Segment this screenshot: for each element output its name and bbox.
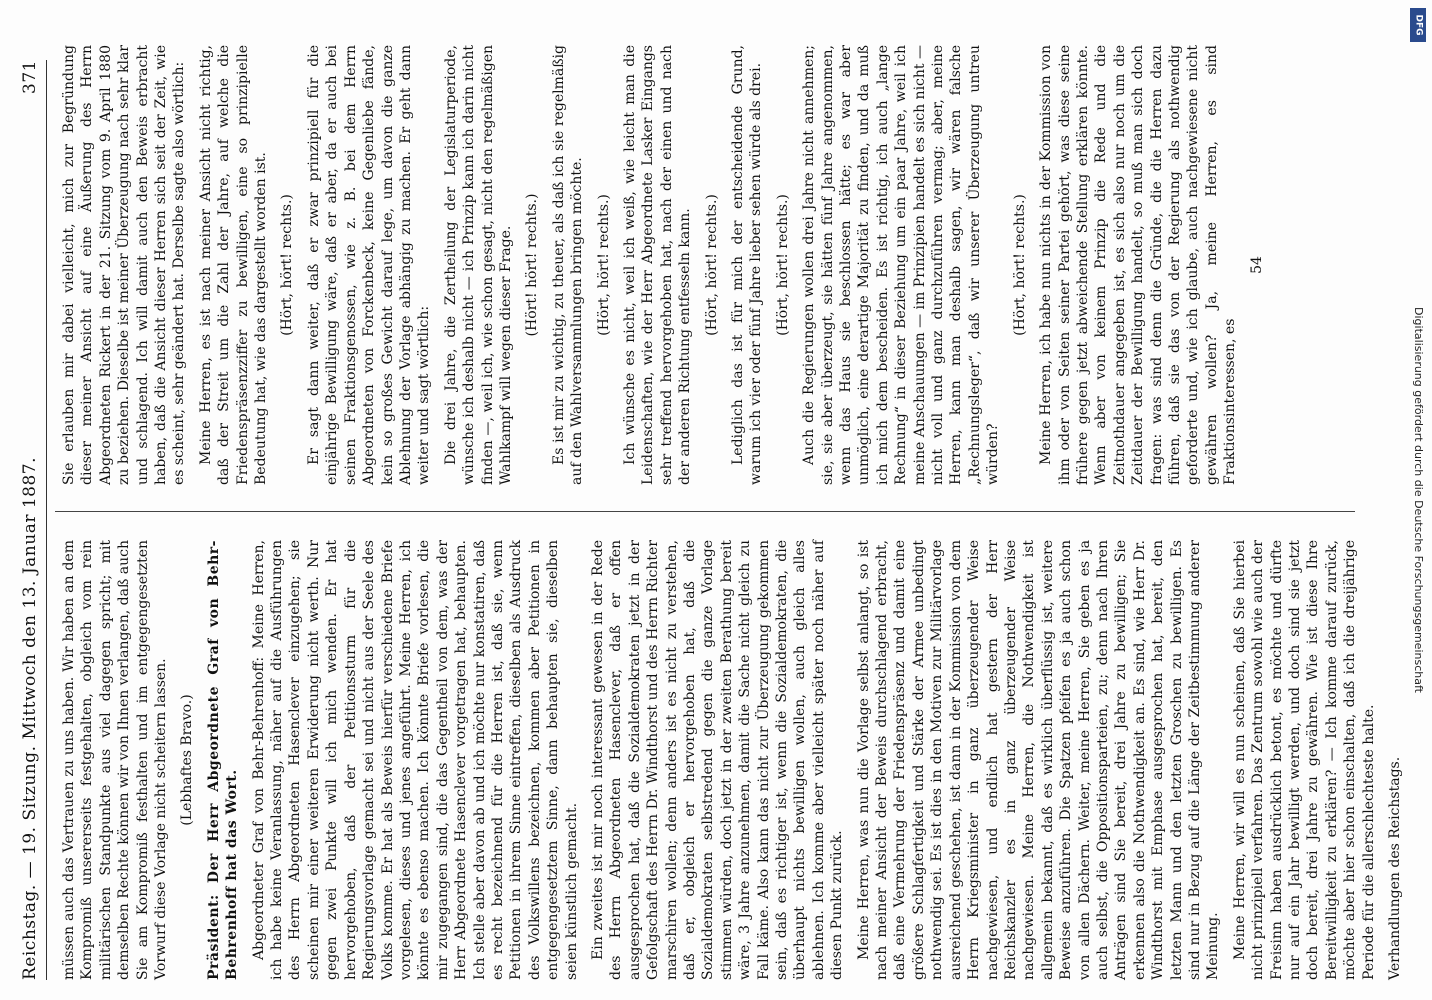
paragraph: Sie erlauben mir dabei vielleicht, mich zur Begründung dieser meiner Ansicht auf eine Äußerung des Herrn Abgeordneten Rickert in der 21. Sitzung vom 9. April 1880 zu beziehen. Dieselbe ist meiner Überzeugung nach sehr klar und schlagend. Ich will damit auch den Beweis erbracht haben, daß die Ansicht dieser Herren sich seit der Zeit, wie es scheint, sehr geändert hat. Derselbe sagte also wörtlich:: [61, 45, 188, 485]
paragraph: Meine Herren, was nun die Vorlage selbst anlangt, so ist nach meiner Ansicht der Beweis durchschlagend erbracht, daß eine Vermehrung der Friedenspräsenz und damit eine größere Schlagfertigkeit und Stärke der Armee unbedingt nothwendig sei. Es ist dies in den Motiven zur Militärvorlage ausreichend geschehen, ist dann in der Kommission von dem Herrn Kriegsminister in ganz überzeugender Weise nachgewiesen, und endlich hat gestern der Herr Reichskanzler es in ganz überzeugender Weise nachgewiesen. Meine Herren, die Nothwendigkeit ist allgemein bekannt, daß es wirklich überflüssig ist, weitere Beweise anzuführen. Die Spatzen pfeifen es ja auch schon von allen Dächern. Weiter, meine Herren, Sie geben es ja auch selbst, die Oppositionsparteien, zu; denn nach Ihren Anträgen sind Sie bereit, drei Jahre zu bewilligen; Sie erkennen also die Nothwendigkeit an. Es sind, wie Herr Dr. Windthorst mit Emphase ausgesprochen hat, bereit, den letzten Mann und den letzten Groschen zu bewilligen. Es sind nur in Bezug auf die Länge der Zeitbestimmung anderer Meinung.: [855, 540, 1222, 980]
reaction-note: (Lebhaftes Bravo.): [179, 694, 196, 826]
paragraph: Abgeordneter Graf von Behr-Behrenhoff: Meine Herren, ich habe keine Veranlassung, näher auf die Ausführungen des Herrn Abgeordneten Hasenclever einzugehen; sie scheinen mir einer weiteren Erwiderung nicht werth. Nur gegen zwei Punkte will ich mich wenden. Er hat hervorgehoben, daß der Petitionssturm für die Regierungsvorlage gemacht sei und nicht aus der Seele des Volks komme. Er hat als Beweis hierfür verschiedene Briefe vorgelesen, dieses und jenes angeführt. Meine Herren, ich könnte es ebenso machen. Ich könnte Briefe vorlesen, die mir zugegangen sind, die das Gegentheil von dem, was der Herr Abgeordnete Hasenclever vorgetragen hat, behaupten. Ich stelle aber davon ab und ich möchte nur konstatiren, daß es recht bezeichnend für die Herren ist, daß sie, wenn Petitionen in ihrem Sinne eintreffen, dieselben als Ausdruck des Volkswillens bezeichnen, kommen aber Petitionen in entgegengesetztem Sinne, dann behaupten sie, dieselben seien künstlich gemacht.: [250, 540, 580, 980]
right-column: [60, 45, 1360, 485]
rotated-page-content: [20, 40, 1404, 1000]
reaction-note: (Hört, hört! rechts.): [703, 194, 720, 336]
header-rule: [46, 60, 47, 980]
paragraph: müssen auch das Vertrauen zu uns haben. Wir haben an dem Kompromiß unsererseits festgehalten, obgleich vom rein militärischen Standpunkte aus viel dagegen spricht; mit demselben Rechte können wir von Ihnen verlangen, daß auch Sie am Kompromiß festhalten und im entgegengesetzten Vorwurf diese Vorlage nicht scheitern lassen.: [61, 540, 170, 980]
dfg-credit: Digitalisierung gefördert durch die Deutsche Forschungsgemeinschaft: [1412, 307, 1425, 693]
paragraph: Meine Herren, ich habe nun nichts in der Kommission von ihm oder von Seiten seiner Partei gehört, was diese seine frühere gegen jetzt abweichende Stellung erklären könnte. Wenn aber von keinem Prinzip die Rede und die Zeitnothdauer angegeben ist, es sich also nur noch um die Zeitdauer der Bewilligung handelt, so muß man sich doch fragen: was sind denn die Gründe, die die Herren dazu führen, daß sie das von der Regierung als nothwendig geforderte und, wie ich glaube, auch nachgewiesene nicht gewähren wollen? Ja, meine Herren, es sind Fraktionsinteressen, es: [1038, 45, 1239, 485]
running-header: [20, 60, 46, 980]
reaction-note: (Hört! hört! rechts.): [524, 193, 541, 337]
quote-paragraph: Meine Herren, es ist nach meiner Ansicht nicht richtig, daß der Streit um die Zahl der Jahre, auf welche die Friedenspräsenzziffer zu bewilligen, eine so prinzipielle Bedeutung hat, wie das dargestellt worden ist.: [197, 45, 270, 485]
paragraph: Ein zweites ist mir noch interessant gewesen in der Rede des Herrn Abgeordneten Hasenclever, daß er offen ausgesprochen hat, daß die Sozialdemokraten jetzt in der Gefolgschaft des Herrn Dr. Windthorst und des Herrn Richter marschiren wollen; denn anders ist es nicht zu verstehen, daß er, obgleich er hervorgehoben hat, daß die Sozialdemokraten selbstredend gegen die ganze Vorlage stimmen würden, doch jetzt in der zweiten Berathung bereit wäre, 3 Jahre anzunehmen, damit die Sache nicht gleich zu Fall käme. Also kann das nicht zur Überzeugung gekommen sein, daß es richtiger ist, wenn die Sozialdemokraten, die überhaupt nichts bewilligen wollen, auch gleich alles ablehnen. Ich komme aber vielleicht später noch näher auf diesen Punkt zurück.: [589, 540, 846, 980]
quote-paragraph: Die drei Jahre, die Zertheilung der Legislaturperiode, wünsche ich deshalb nicht — ich Prinzip kann ich darin nicht finden —, weil ich, wie schon gesagt, nicht den regelmäßigen Wahlkampf will wegen dieser Frage.: [442, 45, 514, 485]
paragraph: Er sagt dann weiter, daß er zwar prinzipiell für die einjährige Bewilligung wäre, daß er aber, da er auch bei seinen Fraktionsgenossen, wie z. B. bei dem Herrn Abgeordneten von Forckenbeck, keine Gegenliebe fände, kein so großes Gewicht darauf lege, um davon die ganze Ablehnung der Vorlage abhängig zu machen. Er geht dann weiter und sagt wörtlich:: [305, 45, 433, 485]
quote-paragraph: Es ist mir zu wichtig, zu theuer, als daß ich sie regelmäßig auf den Wahlversammlungen bringen möchte.: [550, 45, 586, 485]
dfg-strip: [1405, 0, 1432, 1000]
signature-mark: 54: [1248, 256, 1265, 274]
reaction-note: (Hört, hört! rechts.): [595, 194, 612, 336]
reaction-note: (Hört, hört! rechts.): [1011, 194, 1028, 336]
dfg-logo-icon: DFG: [1410, 8, 1426, 42]
paragraph: Meine Herren, wir will es nun scheinen, daß Sie hierbei nicht prinzipiell verfahren. Das Zentrum sowohl wie auch der Freisinn haben ausdrücklich betont, es möchte und dürfte nur auf ein Jahr bewilligt werden, und doch sind sie jetzt doch bereit, drei Jahre zu gewähren. Wie ist diese Ihre Bereitwilligkeit zu erklären? — Ich komme darauf zurück, möchte aber hier schon einschalten, daß ich die dreijährige Periode für die allerschlechteste halte.: [1231, 540, 1377, 980]
column-divider: [55, 511, 1355, 512]
footer-note: Verhandlungen des Reichstags.: [1387, 756, 1404, 980]
reaction-note: (Hört, hört! rechts.): [279, 194, 296, 336]
paragraph: Auch die Regierungen wollen drei Jahre nicht annehmen; sie, sie aber überzeugt, sie hätten fünf Jahre angenommen, wenn das Haus sie beschlossen hätte; es war aber unmöglich, eine derartige Majorität zu finden, und da muß ich mich dem bescheiden. Es ist richtig, ich auch „lange Rechnung“ in dieser Beziehung um ein paar Jahre, weil ich meine Anschauungen — im Prinzipien handelt es sich nicht — nicht voll und ganz durchzuführen vermag; aber, meine Herren, kann man deshalb sagen, wir wären falsche „Rechnungsleger“, daß wir unserer Überzeugung untreu würden?: [801, 45, 1002, 485]
quote-paragraph: Ich wünsche es nicht, weil ich weiß, wie leicht man die Leidenschaften, wie der Herr Abgeordnete Lasker Eingangs sehr treffend hervorgehoben hat, nach der einen und nach der anderen Richtung entfesseln kann.: [621, 45, 694, 485]
speaker-line: Präsident: Der Herr Abgeordnete Graf von Behr-Behrenhoff hat das Wort.: [205, 540, 241, 980]
page-number: 371: [20, 60, 40, 94]
quote-paragraph: Lediglich das ist für mich der entscheidende Grund, warum ich vier oder fünf Jahre lieber sehen würde als drei.: [730, 45, 765, 485]
reaction-note: (Hört, hört! rechts.): [774, 194, 791, 336]
left-column: [60, 540, 1404, 980]
header-title: Reichstag. — 19. Sitzung. Mittwoch den 13. Januar 1887.: [20, 456, 40, 980]
